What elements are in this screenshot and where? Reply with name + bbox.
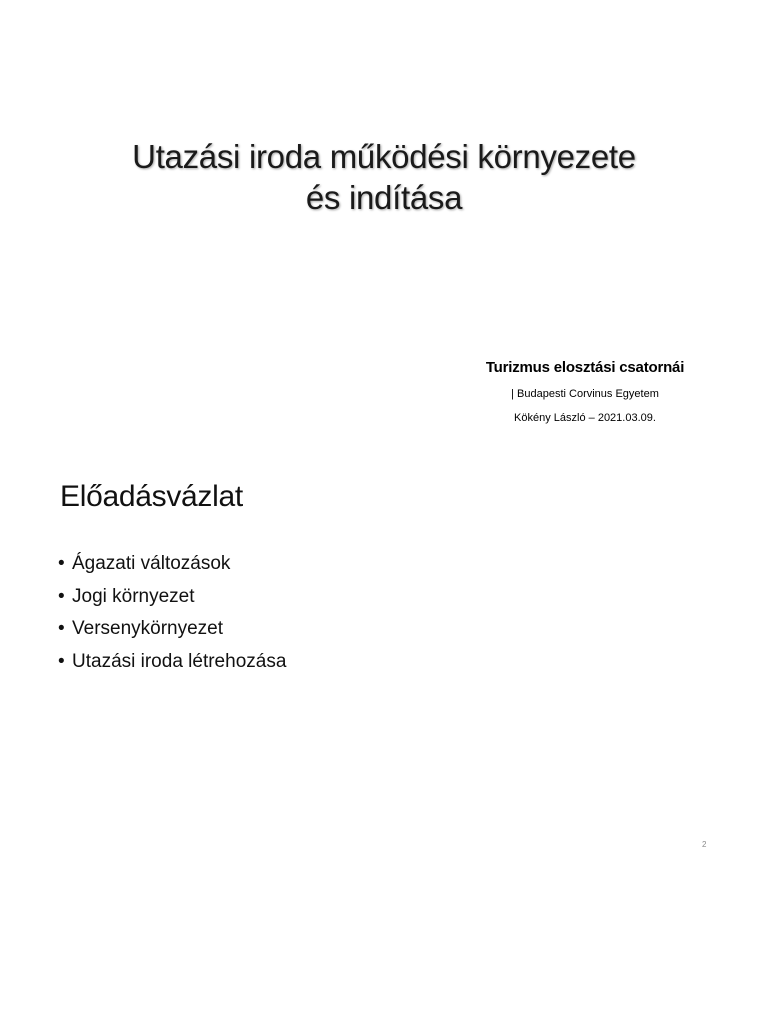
- list-item: [58, 646, 286, 679]
- bullet-icon: •: [58, 650, 65, 672]
- list-item-text: Jogi környezet: [72, 585, 195, 607]
- subtitle-block: [440, 358, 730, 426]
- course-name: Turizmus elosztási csatornái: [485, 359, 685, 376]
- list-item-text: Ágazati változások: [72, 553, 231, 574]
- list-item: [58, 548, 286, 581]
- list-item: [58, 613, 286, 646]
- slide-heading: Előadásvázlat: [60, 480, 243, 513]
- university-name: | Budapesti Corvinus Egyetem: [511, 388, 659, 400]
- bullet-icon: •: [58, 553, 65, 574]
- title-slide: [0, 0, 768, 456]
- list-item: [58, 581, 286, 614]
- author-date: Kökény László – 2021.03.09.: [514, 412, 656, 424]
- outline-slide: [0, 456, 768, 866]
- list-item-text: Versenykörnyezet: [72, 618, 224, 639]
- bullet-icon: •: [58, 585, 65, 607]
- bullet-icon: •: [58, 618, 65, 639]
- list-item-text: Utazási iroda létrehozása: [72, 650, 287, 672]
- title-line-1: Utazási iroda működési környezete: [132, 138, 636, 175]
- bullet-list: [58, 548, 286, 678]
- presentation-title: [0, 136, 768, 218]
- page-number: 2: [702, 840, 707, 849]
- title-line-2: és indítása: [305, 179, 463, 216]
